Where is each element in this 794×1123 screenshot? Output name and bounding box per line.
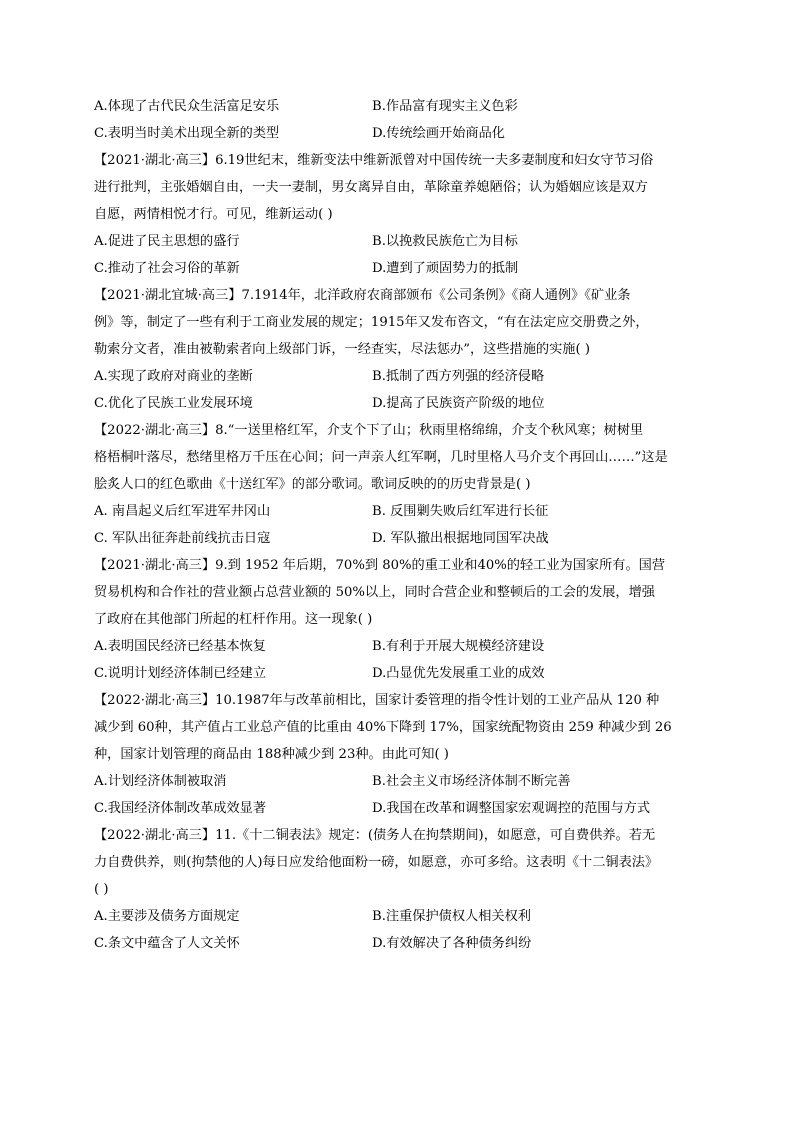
q6-options-row-1 <box>94 228 706 255</box>
q9-options-row-1 <box>94 633 706 660</box>
q10-option-d[interactable]: D.我国在改革和调整国家宏观调控的范围与方式 <box>372 801 651 816</box>
q9-option-a[interactable]: A.表明国民经济已经基本恢复 <box>94 639 266 654</box>
question-8-stem-line-1: 【2022·湖北·高三】8.“一送里格红军，介支个下了山；秋雨里格绵绵，介支个秋风寒；树树里 <box>94 423 644 438</box>
q10-options-row-1 <box>94 768 706 795</box>
question-10-stem-line-2: 减少到 60种，其产值占工业总产值的比重由 40%下降到 17%，国家统配物资由 259 种减少到 26 <box>94 720 672 735</box>
question-8-stem-line-3: 脍炙人口的红色歌曲《十送红军》的部分歌词。歌词反映的的历史背景是( ) <box>94 477 531 492</box>
q7-option-b[interactable]: B.抵制了西方列强的经济侵略 <box>372 369 545 384</box>
question-6 <box>94 147 706 282</box>
q11-option-c[interactable]: C.条文中蕴含了人文关怀 <box>94 936 240 951</box>
q9-option-b[interactable]: B.有利于开展大规模经济建设 <box>372 639 545 654</box>
q8-options-row-1 <box>94 498 706 525</box>
q8-option-c[interactable]: C. 军队出征奔赴前线抗击日寇 <box>94 531 271 546</box>
q10-options-row-2 <box>94 795 706 822</box>
question-6-stem-line-2: 进行批判，主张婚姻自由，一夫一妻制，男女离异自由，革除童养媳陋俗；认为婚姻应该是双方 <box>94 180 648 195</box>
q6-option-a[interactable]: A.促进了民主思想的盛行 <box>94 234 240 249</box>
question-8 <box>94 417 706 552</box>
q11-option-a[interactable]: A.主要涉及债务方面规定 <box>94 909 240 924</box>
q10-option-c[interactable]: C.我国经济体制改革成效显著 <box>94 801 267 816</box>
question-11-stem-line-2: 力自费供养，则(拘禁他的人)每日应发给他面粉一磅，如愿意，亦可多给。这表明《十二铜表法》 <box>94 855 659 870</box>
question-7-stem-line-3: 勒索分文者，准由被勒索者向上级部门诉，一经查实，尽法惩办”，这些措施的实施( ) <box>94 342 590 357</box>
question-6-stem-line-3: 自愿，两情相悦才行。可见，维新运动( ) <box>94 207 333 222</box>
question-8-stem-line-2: 格梧桐叶落尽，愁绪里格万千压在心间；问一声亲人红军啊，几时里格人马介支个再回山……”这是 <box>94 450 668 465</box>
question-9-stem-line-2: 贸易机构和合作社的营业额占总营业额的 50%以上，同时合营企业和整顿后的工会的发展，增强 <box>94 585 655 600</box>
question-7-stem-line-2: 例》等，制定了一些有利于工商业发展的规定；1915年又发布咨文，“有在法定应交册费之外， <box>94 315 649 330</box>
question-11-stem-line-1: 【2022·湖北·高三】11.《十二铜表法》规定：(债务人在拘禁期间)，如愿意，可自费供养。若无 <box>94 828 656 843</box>
q7-options-row-2 <box>94 390 706 417</box>
q5-options-row-1 <box>94 93 706 120</box>
question-11 <box>94 822 706 957</box>
q11-options-row-2 <box>94 930 706 957</box>
q5-option-c[interactable]: C.表明当时美术出现全新的类型 <box>94 126 280 141</box>
q11-option-b[interactable]: B.注重保护债权人相关权利 <box>372 909 531 924</box>
q6-option-b[interactable]: B.以挽救民族危亡为目标 <box>372 234 518 249</box>
q6-option-c[interactable]: C.推动了社会习俗的革新 <box>94 261 240 276</box>
q9-option-c[interactable]: C.说明计划经济体制已经建立 <box>94 666 267 681</box>
q5-options-row-2 <box>94 120 706 147</box>
q8-option-d[interactable]: D. 军队撤出根据地同国军决战 <box>372 531 549 546</box>
q8-option-a[interactable]: A. 南昌起义后红军进军井冈山 <box>94 504 271 519</box>
q11-option-d[interactable]: D.有效解决了各种债务纠纷 <box>372 936 532 951</box>
q6-option-d[interactable]: D.遭到了顽固势力的抵制 <box>372 261 519 276</box>
q8-options-row-2 <box>94 525 706 552</box>
question-10-stem-line-3: 种，国家计划管理的商品由 188种减少到 23种。由此可知( ) <box>94 747 449 762</box>
q5-option-b[interactable]: B.作品富有现实主义色彩 <box>372 99 518 114</box>
question-9 <box>94 552 706 687</box>
question-10 <box>94 687 706 822</box>
q5-option-d[interactable]: D.传统绘画开始商品化 <box>372 126 505 141</box>
q5-option-a[interactable]: A.体现了古代民众生活富足安乐 <box>94 99 280 114</box>
q9-options-row-2 <box>94 660 706 687</box>
question-10-stem-line-1: 【2022·湖北·高三】10.1987年与改革前相比，国家计委管理的指令性计划的工业产品从 120 种 <box>94 693 660 708</box>
q7-option-c[interactable]: C.优化了民族工业发展环境 <box>94 396 253 411</box>
q8-option-b[interactable]: B. 反围剿失败后红军进行长征 <box>372 504 549 519</box>
q10-option-b[interactable]: B.社会主义市场经济体制不断完善 <box>372 774 571 789</box>
question-7-stem-line-1: 【2021·湖北宜城·高三】7.1914年，北洋政府农商部颁布《公司条例》《商人通例》《矿业条 <box>94 288 631 303</box>
question-11-stem-line-3: ( ) <box>94 882 109 897</box>
document-page <box>94 93 706 957</box>
q10-option-a[interactable]: A.计划经济体制被取消 <box>94 774 227 789</box>
question-9-stem-line-3: 了政府在其他部门所起的杠杆作用。这一现象( ) <box>94 612 373 627</box>
question-9-stem-line-1: 【2021·湖北·高三】9.到 1952 年后期，70%到 80%的重工业和40%的轻工业为国家所有。国营 <box>94 558 666 573</box>
question-7 <box>94 282 706 417</box>
q7-options-row-1 <box>94 363 706 390</box>
q11-options-row-1 <box>94 903 706 930</box>
q6-options-row-2 <box>94 255 706 282</box>
q7-option-d[interactable]: D.提高了民族资产阶级的地位 <box>372 396 545 411</box>
q7-option-a[interactable]: A.实现了政府对商业的垄断 <box>94 369 253 384</box>
q9-option-d[interactable]: D.凸显优先发展重工业的成效 <box>372 666 545 681</box>
question-6-stem-line-1: 【2021·湖北·高三】6.19世纪末，维新变法中维新派曾对中国传统一夫多妻制度和妇女守节习俗 <box>94 153 654 168</box>
